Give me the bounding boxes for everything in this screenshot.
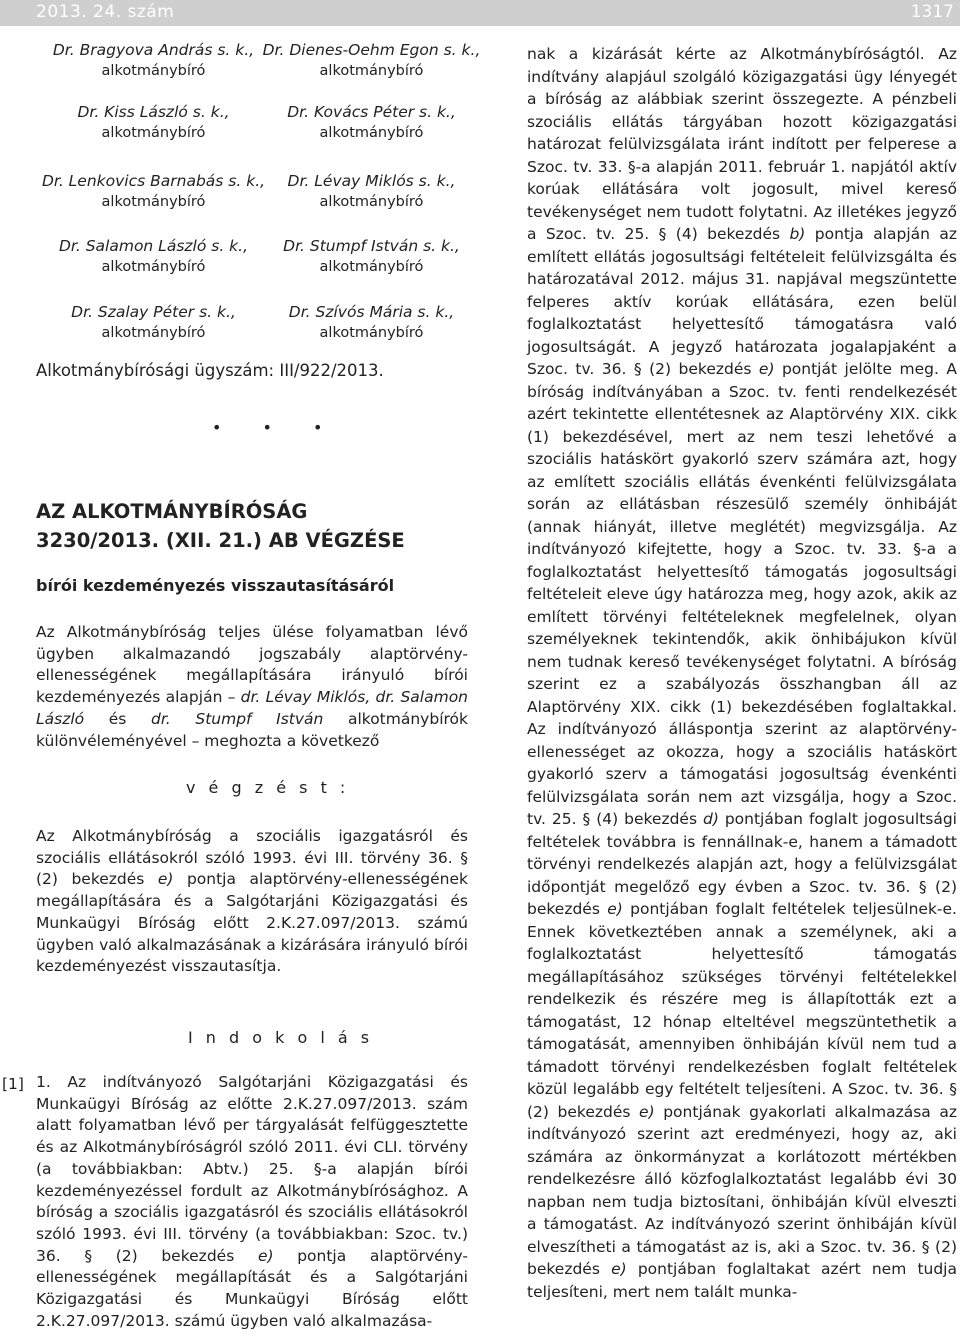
intro-judges-italic: dr. Lévay Miklós, dr. Salamon László [36,688,469,728]
judge-role: alkotmánybíró [319,325,424,341]
point-italic: e) [639,1102,655,1121]
ruling-text-part: Az Alkotmánybíróság a szociális igazgatásról és szociális ellátásokról szóló 1993. évi III. törvény 36. § (2) bekezdés [36,827,468,889]
intro-text: és [84,709,152,728]
intro-text: Az Alkotmánybíróság teljes ülése folyamatban lévő ügyben alkalmazandó jogszabály alaptörvény-ellenességének megállapítására irányuló bírói kezdeményezés alapján – [36,623,468,707]
column-text: nak a kizárását kérte az Alkotmánybíróságtól. Az indítvány alapjául szolgáló közigazgatási ügy lényegét a bíróság az alábbiak szerint összegezte. A pénzbeli szociális ellátás tárgyában hozott közigazgatási határozat felülvizsgálata iránt indított per felperese a Szoc. tv. 33. §-a alapján 2011. február 1. napjától aktív korúak ellátására volt jogosult, mivel kereső tevékenységet nem tudott folytatni. Az illetékes jegyző a Szoc. tv. 25. § (4) bekezdés [527,45,957,243]
judge-role: alkotmánybíró [101,194,206,210]
section-separator: • • • [212,418,341,437]
decision-title-line2: 3230/2013. (XII. 21.) AB VÉGZÉSE [36,529,405,552]
judge-name: Dr. Dienes-Oehm Egon s. k., [262,41,481,59]
judge-signature [254,302,489,344]
judge-name: Dr. Bragyova András s. k., [52,41,255,59]
judge-signature [254,236,489,278]
ruling-text-part: pontja alaptörvény-ellenességének megállapítására és a Salgótarjáni Közigazgatási és Munkaügyi Bíróság előtt 2.K.27.097/2013. számú ügyben való alkalmazásának a kizárására irányuló bírói kezdeményezést visszautasítja. [36,870,468,976]
issue-number: 2013. 24. szám [36,2,175,22]
judge-signature [36,302,271,344]
intro-text: alkotmánybírók különvéleményével – meghozta a következő [36,709,468,750]
judge-signature [36,102,271,144]
judge-name: Dr. Lévay Miklós s. k., [287,172,456,190]
judge-signature [254,102,489,144]
decision-intro [36,622,468,752]
point-italic: d) [702,810,719,828]
ruling-point-italic: e) [157,870,174,889]
paragraph-marker: [1] [2,1075,24,1093]
point-italic: e) [611,1260,627,1278]
judge-role: alkotmánybíró [319,63,424,79]
judge-role: alkotmánybíró [101,325,206,341]
judge-role: alkotmánybíró [319,125,424,141]
judge-signature [36,236,271,278]
judge-role: alkotmánybíró [319,259,424,275]
judge-name: Dr. Kovács Péter s. k., [287,103,456,121]
judge-name: Dr. Szalay Péter s. k., [71,303,236,321]
paragraph-text: pontja alaptörvény-ellenességének megállapítását és a Salgótarjáni Közigazgatási és Munkaügyi Bíróság előtt 2.K.27.097/2013. számú ügyben való alkalmazása- [36,1246,468,1330]
judge-signature [254,40,489,82]
ruling-heading: v é g z é s t : [186,778,350,797]
right-column-text [527,43,957,1303]
judge-role: alkotmánybíró [101,259,206,275]
judge-signature [36,171,271,213]
decision-title-line1: AZ ALKOTMÁNYBÍRÓSÁG [36,500,308,523]
judge-name: Dr. Salamon László s. k., [58,237,249,255]
reasoning-paragraph-1 [36,1072,468,1332]
judge-name: Dr. Lenkovics Barnabás s. k., [41,172,266,190]
judge-signature [36,40,271,82]
judge-name: Dr. Szívós Mária s. k., [288,303,455,321]
reasoning-heading: I n d o k o l á s [188,1028,374,1047]
judge-name: Dr. Kiss László s. k., [77,103,230,121]
judge-role: alkotmánybíró [319,194,424,210]
point-italic: e) [607,900,623,918]
page-header-bar [0,0,960,26]
judge-role: alkotmánybíró [101,125,206,141]
column-text: pontjában foglalt feltételek teljesülnek-e. Ennek következtében annak a személynek, aki a foglalkoztatást helyettesítő támogatás megállapításához szükséges törvényi feltételekkel rendelkezik és részére meg is állapították ezt a támogatást, 12 hónap elteltével megszüntethetik a támogatását, amennyiben önhibáján kívül nem tud a támadott törvényi rendelkezésben foglalt feltételek közül legalább egy feltételt teljesíteni. A Szoc. tv. 36. § (2) bekezdés [527,900,957,1121]
column-text: pontját jelölte meg. A bíróság indítványában a Szoc. tv. fenti rendelkezését azért tekintette ellentétesnek az Alaptörvény XIX. cikk (1) bekezdésével, mert az nem teszi lehetővé a szociális hatáskört gyakorló szerv számára azt, hogy az említett szociális ellátás évenkénti felülvizsgálata során az ellátásban részesülő személy önhibáját (annak hiányát, illetve meglétét) megvizsgálja. Az indítványozó kifejtette, hogy a Szoc. tv. 33. §-a a foglalkoztatást helyettesítő támogatás jogosultsági feltételeit eleve úgy határozza meg, hogy azok, akik az említett törvényi feltételeknek megfelelnek, olyan személyeknek tekintendők, akik önhibájukon kívül nem tudnak kereső tevékenységet folytatni. A bíróság szerint ez a szabályozás összhangban áll az Alaptörvény XIX. cikk (1) bekezdésében foglaltakkal. Az indítványozó álláspontja szerint az alaptörvény-ellenességet az okozza, hogy a szociális hatáskört gyakorló szerv a támogatási jogosultság évenkénti felülvizsgálata során nem azt vizsgálja, hogy a Szoc. tv. 25. § (4) bekezdés [527,360,957,828]
judge-role: alkotmánybíró [101,63,206,79]
ruling-text [36,826,468,978]
decision-title [36,497,405,555]
column-text: pontjában foglaltakat azért nem tudja teljesíteni, mert nem talált munka- [527,1260,957,1301]
judge-name: Dr. Stumpf István s. k., [283,237,460,255]
judge-signature [254,171,489,213]
intro-judge-italic: dr. Stumpf István [151,709,324,728]
point-italic: b) [789,225,806,243]
page-number: 1317 [910,2,954,22]
column-text: pontjának gyakorlati alkalmazása az indítványozó szerint azt eredményezi, hogy az, aki számára az önkormányzat a korlátozott mértékben rendelkezésre álló közfoglalkoztatást legalább évi 30 napban nem tudja biztosítani, önhibáján kívül elveszti a támogatást. Az indítványozó szerint önhibáján kívül elveszítheti a támogatást az is, aki a Szoc. tv. 36. § (2) bekezdés [527,1102,958,1278]
paragraph-text: 1. Az indítványozó Salgótarjáni Közigazgatási és Munkaügyi Bíróság az előtte 2.K.27.097/2013. szám alatt folyamatban lévő per tárgyalását felfüggesztette és az Alkotmánybíróságról szóló 2011. évi CLI. törvény (a továbbiakban: Abtv.) 25. §-a alapján bírói kezdeményezéssel fordult az Alkotmánybírósághoz. A bíróság a szociális igazgatásról és szociális ellátásokról szóló 1993. évi III. törvény (a továbbiakban: Szoc. tv.) 36. § (2) bekezdés [36,1073,468,1265]
point-italic: e) [758,360,775,378]
paragraph-point-italic: e) [257,1246,274,1265]
column-text: pontja alapján az említett ellátás jogosultsági feltételeit felülvizsgálta és határozatával 2012. május 31. napjával megszüntette felperes aktív korúak ellátására, ezen belül foglalkoztatást helyettesítő támogatásra való jogosultságát. A jegyző határozata jogalapjaként a Szoc. tv. 36. § (2) bekezdés [527,225,957,378]
column-text: pontjában foglalt jogosultsági feltételek továbbra is fennállnak-e, hanem a támadott törvényi rendelkezés alapján azt, hogy a felülvizsgálat időpontját megelőző egy évben a Szoc. tv. 36. § (2) bekezdés [527,810,957,918]
decision-subtitle: bírói kezdeményezés visszautasításáról [36,576,395,595]
case-number: Alkotmánybírósági ügyszám: III/922/2013. [36,361,384,380]
